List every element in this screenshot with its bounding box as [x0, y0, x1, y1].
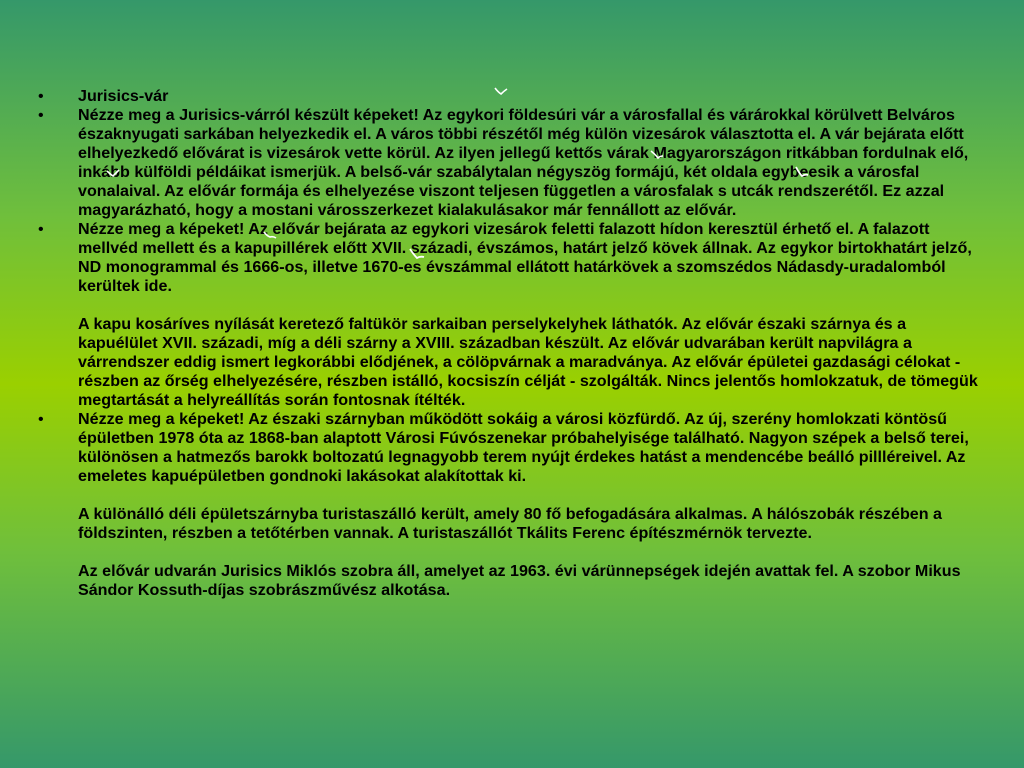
bullet-item — [36, 106, 986, 220]
bullet-item — [36, 410, 986, 600]
bullet-list — [36, 87, 986, 600]
flying-bird-icon — [494, 86, 508, 96]
bullet-paragraph: A kapu kosáríves nyílását keretező faltükör sarkaiban perselykelyhek láthatók. Az elővár északi szárnya és a kapuélület XVII. századi, míg a déli szárny a XVIII. században készült. Az elővár udvarában került napvilágra a várrendszer eddig ismert legkorábbi elődjének, a cölöpvárnak a maradványa. Az elővár épületei gazdasági célokat - részben az őrség elhelyezésére, részben istálló, kocsiszín célját - szolgálták. Nincs jelentős homlokzatuk, de tömegük megtartását a helyreállítás során fontosnak ítélték. — [78, 315, 978, 409]
bullet-paragraph: Nézze meg a képeket! Az elővár bejárata az egykori vizesárok feletti falazott hídon keresztül érhető el. A falazott mellvéd mellett és a kapupillérek előtt XVII. századi, évszámos, határt jelző kövek állnak. Az egykor birtokhatárt jelző, ND monogrammal és 1666-os, illetve 1670-es évszámmal ellátott határkövek a szomszédos Nádasdy-uradalomból kerültek ide. — [78, 220, 972, 295]
bullet-item — [36, 220, 986, 410]
bullet-heading: Jurisics-vár — [78, 87, 169, 105]
flying-bird-icon — [409, 248, 423, 258]
bullet-paragraph: Nézze meg a képeket! Az északi szárnyban működött sokáig a városi közfürdő. Az új, szerény homlokzati köntösű épületben 1978 óta az 1868-ban alaptott Városi Fúvószenekar próbahelyisége található. Nagyon szépek a belső terei, különösen a hatmezős barokk boltozatú legnagyobb terem nyújt érdekes hatást a mendencébe beálló pillléreivel. Az emeletes kapuépületben gondnoki lakásokat alakítottak ki. — [78, 410, 969, 485]
slide-body — [36, 87, 986, 600]
flying-bird-icon — [106, 168, 120, 178]
bullet-paragraph: Nézze meg a Jurisics-várról készült képeket! Az egykori földesúri vár a városfallal és várárokkal körülvett Belváros északnyugati sarkában helyezkedik el. A város többi részétől még külön vizesárok választotta el. A vár bejárata előtt elhelyezkedő elővárat is vizesárok vette körül. Az ilyen jellegű kettős várak Magyarországon ritkábban fordulnak elő, inkább külföldi példáikat ismerjük. A belső-vár szabálytalan négyszög formájú, két oldala egybeesik a városfal vonalaival. Az elővár formája és elhelyezése viszont teljesen független a városfalak s utcák rendszerétől. Ez azzal magyarázható, hogy a mostani városszerkezet kialakulásakor már fennállott az elővár. — [78, 106, 969, 219]
flying-bird-icon — [263, 230, 277, 240]
bullet-marker: • — [38, 220, 44, 238]
bullet-marker: • — [38, 410, 44, 428]
bullet-marker: • — [38, 87, 44, 105]
bullet-marker: • — [38, 106, 44, 124]
flying-bird-icon — [650, 150, 664, 160]
flying-bird-icon — [795, 166, 809, 176]
bullet-paragraph: Az elővár udvarán Jurisics Miklós szobra áll, amelyet az 1963. évi várünnepségek idején avattak fel. A szobor Mikus Sándor Kossuth-díjas szobrászművész alkotása. — [78, 562, 961, 599]
bullet-paragraph: A különálló déli épületszárnyba turistaszálló került, amely 80 fő befogadására alkalmas. A hálószobák részében a földszinten, részben a tetőtérben vannak. A turistaszállót Tkálits Ferenc építészmérnök tervezte. — [78, 505, 943, 542]
bullet-item — [36, 87, 986, 106]
